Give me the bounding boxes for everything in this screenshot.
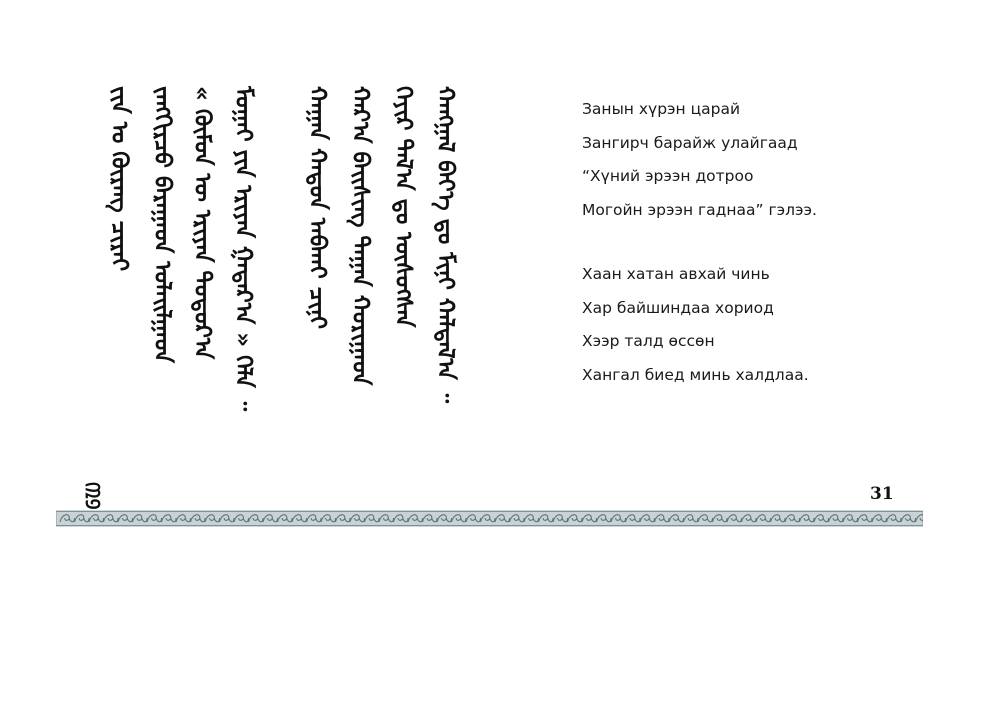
mongolian-column-3: « ᠬᠦᠮᠦᠨ ᠦ ᠡᠷᠢᠶᠡᠨ ᠳᠣᠲᠣᠷ᠎ᠠ — [189, 86, 215, 360]
cyrillic-poem — [582, 99, 942, 429]
mongolian-column-7: ᠬᠡᠶᠢᠷ ᠲᠠᠯ᠎ᠠ ᠳᠤ ᠥᠰᠦᠭᠰᠡᠨ — [390, 86, 416, 328]
mongolian-column-4: ᠮᠣᠭᠠᠢ ᠶᠢᠨ ᠡᠷᠢᠶᠡᠨ ᠭᠠᠳᠠᠷ᠎ᠠ » ᠭᠡᠯᠡ ᠃ — [230, 86, 256, 411]
poem-line: Занын хүрэн царай — [582, 100, 741, 118]
page-number: 31 — [870, 484, 894, 504]
mongolian-column-5: ᠬᠠᠭᠠᠨ ᠬᠠᠲᠤᠨ ᠠᠪᠬᠠᠢ ᠴᠢᠨᠢ — [304, 86, 330, 330]
poem-line: Хаан хатан авхай чинь — [582, 265, 770, 283]
poem-line: Хар байшиндаа хориод — [582, 298, 774, 317]
poem-line: Хангал биед минь халдлаа. — [582, 365, 809, 384]
mongolian-column-1: ᠵᠢᠨ ᠤ ᠬᠦᠷᠡᠩ ᠴᠢᠷᠠᠢ — [106, 86, 132, 272]
poem-line: Зангирч барайж улайгаад — [582, 133, 798, 152]
page-number-mongolian: ᠓᠑ — [81, 482, 103, 510]
mongolian-column-6: ᠬᠠᠷ᠎ᠠ ᠪᠠᠢᠰᠢᠩ ᠳᠠᠭᠠᠨ ᠬᠣᠷᠢᠭᠠᠳ — [347, 86, 373, 386]
mongolian-column-2: ᠵᠠᠩᠭᠢᠷᠴᠤ ᠪᠠᠷᠠᠭᠠᠳ ᠤᠯᠠᠢᠯᠭᠠᠳ — [149, 86, 175, 364]
poem-line: “Хүний эрээн дотроо — [582, 167, 754, 185]
stanza-2 — [582, 264, 942, 398]
poem-line: Хээр талд өссөн — [582, 332, 715, 350]
stanza-1 — [582, 99, 942, 233]
poem-line: Могойн эрээн гаднаа” гэлээ. — [582, 200, 817, 219]
mongolian-column-8: ᠬᠠᠩᠭᠠᠯ ᠪᠡᠶ᠎ᠡ ᠳᠤ ᠮᠢᠨᠢ ᠬᠠᠯᠳᠠᠯ᠎ᠠ ᠃ — [432, 86, 458, 404]
ornamental-border — [56, 509, 923, 528]
